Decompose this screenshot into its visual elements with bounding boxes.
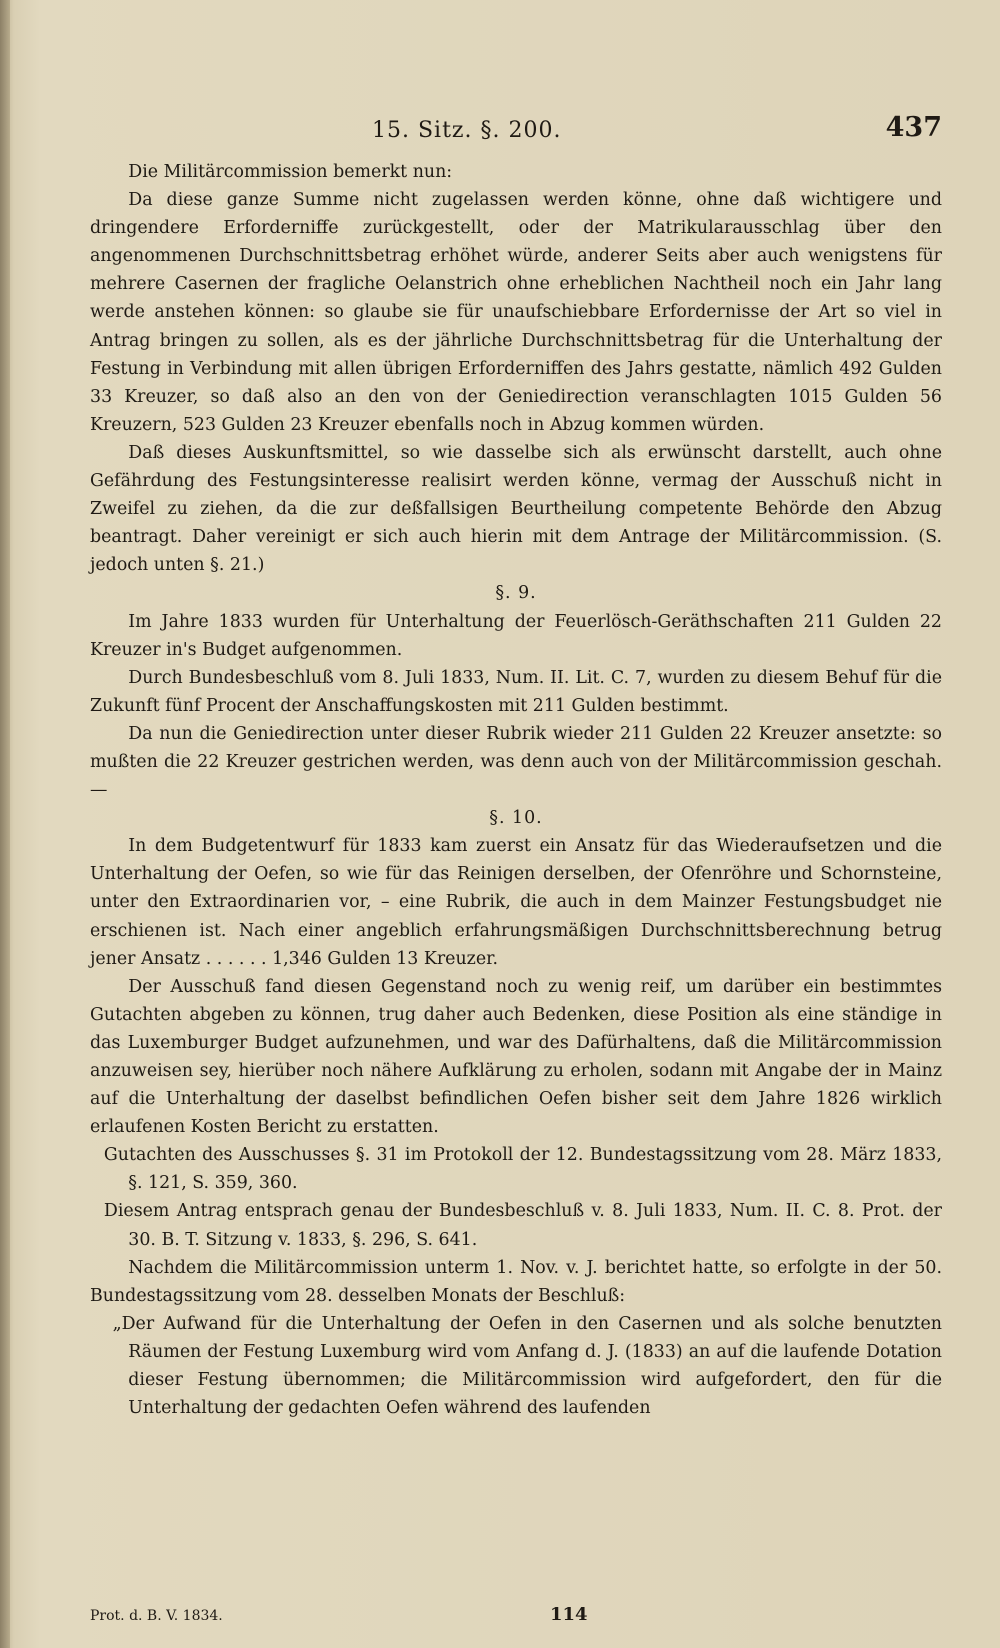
page-header <box>90 112 942 152</box>
sheet-number: 114 <box>550 1604 588 1625</box>
paragraph: Der Ausschuß fand diesen Gegenstand noch zu wenig reif, um darüber ein bestimmtes Gutachten abgeben zu können, trug daher auch Bedenken, diese Position als eine ständige in das Luxemburger Budget aufzunehmen, und war des Dafürhaltens, daß die Militärcommission anzuweisen sey, hierüber noch nähere Aufklärung zu erholen, sodann mit Angabe der in Mainz auf die Unterhaltung der daselbst befindlichen Oefen bisher seit dem Jahre 1826 wirklich erlaufenen Kosten Bericht zu erstatten. <box>90 976 942 1138</box>
section-heading: §. 10. <box>489 808 543 829</box>
citation: Diesem Antrag entsprach genau der Bundesbeschluß v. 8. Juli 1833, Num. II. C. 8. Prot. der 30. B. T. Sitzung v. 1833, §. 296, S. 641. <box>103 1201 942 1250</box>
citation: Gutachten des Ausschusses §. 31 im Protokoll der 12. Bundestagssitzung vom 28. März 1833, §. 121, S. 359, 360. <box>103 1145 942 1194</box>
paragraph: Im Jahre 1833 wurden für Unterhaltung der Feuerlösch-Geräthschaften 211 Gulden 22 Kreuzer in's Budget aufgenommen. <box>90 611 942 660</box>
quoted-resolution: „Der Aufwand für die Unterhaltung der Oefen in den Casernen und als solche benutzten Räumen der Festung Luxemburg wird vom Anfang d. J. (1833) an auf die laufende Dotation dieser Festung übernommen; die Militärcommission wird aufgefordert, den für die Unterhaltung der gedachten Oefen während des laufenden <box>112 1313 942 1419</box>
paragraph: In dem Budgetentwurf für 1833 kam zuerst ein Ansatz für das Wiederaufsetzen und die Unterhaltung der Oefen, so wie für das Reinigen derselben, der Ofenröhre und Schornsteine, unter den Extraordinarien vor, – eine Rubrik, die auch in dem Mainzer Festungsbudget nie erschienen ist. Nach einer angeblich erfahrungsmäßigen Durchschnittsberechnung betrug jener Ansatz . . . . . . 1,346 Gulden 13 Kreuzer. <box>90 836 942 969</box>
paragraph: Da diese ganze Summe nicht zugelassen werden könne, ohne daß wichtigere und dringendere Erforderniffe zurückgestellt, oder der Matrikularausschlag über den angenommenen Durchschnittsbetrag erhöhet würde, anderer Seits aber auch wenigstens für mehrere Casernen der fragliche Oelanstrich ohne erheblichen Nachtheil noch ein Jahr lang werde anstehen können: so glaube sie für unaufschiebbare Erfordernisse der Art so viel in Antrag bringen zu sollen, als es der jährliche Durchschnittsbetrag für die Unterhaltung der Festung in Verbindung mit allen übrigen Erforderniffen des Jahrs gestatte, nämlich 492 Gulden 33 Kreuzer, so daß also an den von der Geniedirection veranschlagten 1015 Gulden 56 Kreuzern, 523 Gulden 23 Kreuzer ebenfalls noch in Abzug kommen würden. <box>90 190 942 435</box>
paragraph: Nachdem die Militärcommission unterm 1. Nov. v. J. berichtet hatte, so erfolgte in der 50. Bundestagssitzung vom 28. desselben Monats der Beschluß: <box>90 1257 942 1306</box>
footer-signature: Prot. d. B. V. 1834. <box>90 1608 223 1624</box>
section-heading: §. 9. <box>495 583 537 604</box>
page-number: 437 <box>885 112 942 143</box>
paragraph: Die Militärcommission bemerkt nun: <box>128 162 453 182</box>
paragraph: Durch Bundesbeschluß vom 8. Juli 1833, Num. II. Lit. C. 7, wurden zu diesem Behuf für die Zukunft fünf Procent der Anschaffungskosten mit 211 Gulden bestimmt. <box>90 667 942 716</box>
page-footer <box>90 1604 942 1634</box>
running-head: 15. Sitz. §. 200. <box>372 118 562 143</box>
page-binding-edge <box>0 0 10 1648</box>
paragraph: Daß dieses Auskunftsmittel, so wie dasselbe sich als erwünscht darstellt, auch ohne Gefährdung des Festungsinteresse realisirt werden könne, vermag der Ausschuß nicht in Zweifel zu ziehen, da die zur deßfallsigen Beurtheilung competente Behörde den Abzug beantragt. Daher vereinigt er sich auch hierin mit dem Antrage der Militärcommission. (S. jedoch unten §. 21.) <box>90 442 942 576</box>
page-body <box>90 158 942 1422</box>
paragraph: Da nun die Geniedirection unter dieser Rubrik wieder 211 Gulden 22 Kreuzer ansetzte: so mußten die 22 Kreuzer gestrichen werden, was denn auch von der Militärcommission geschah. — <box>90 723 942 801</box>
